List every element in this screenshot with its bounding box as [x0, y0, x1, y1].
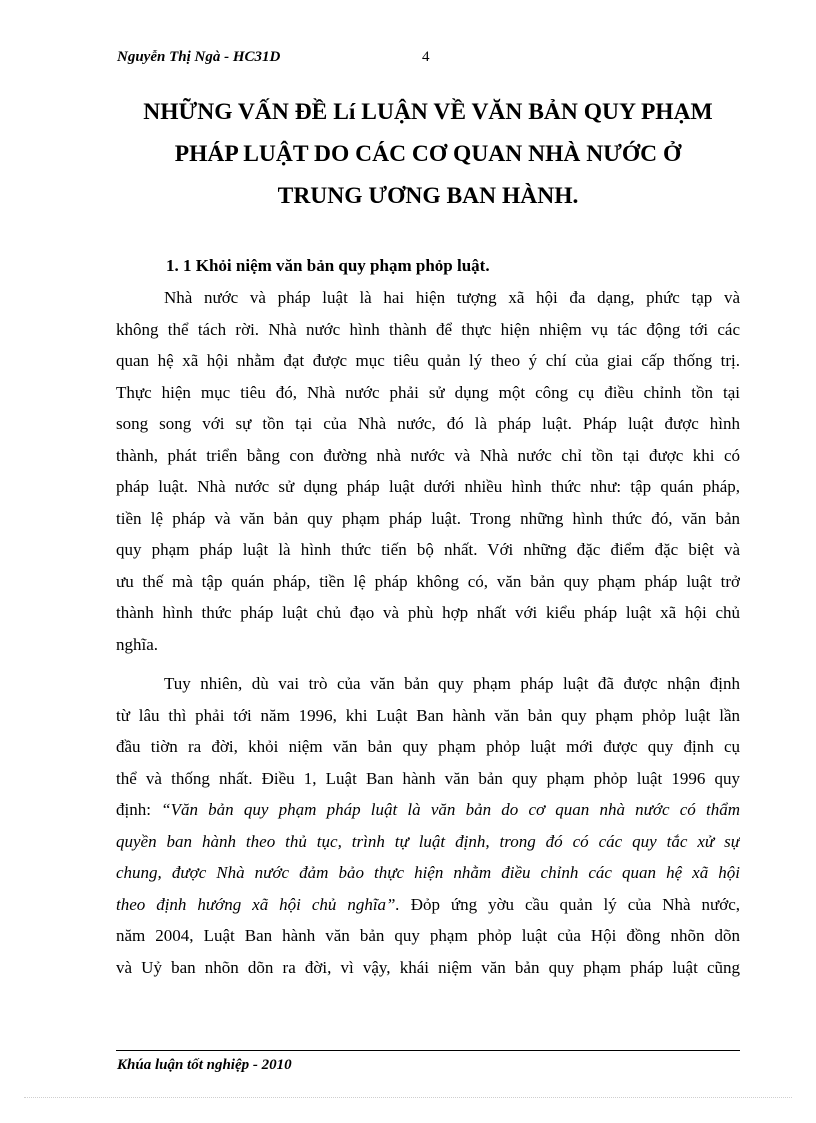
text-line: quy phạm pháp luật là hình thức tiến bộ nhất. Với những đặc điểm đặc biệt và — [116, 540, 740, 559]
text-line: song song với sự tồn tại của Nhà nước, đó là pháp luật. Pháp luật được hình — [116, 414, 740, 433]
quote-text: quyền ban hành theo thủ tục, trình tự luật định, trong đó có các quy tắc xử sự — [116, 831, 740, 851]
text-line — [116, 794, 740, 826]
footer-divider — [116, 1050, 740, 1051]
text-line: thành hình thức pháp luật chủ đạo và phù hợp nhất với kiểu pháp luật xã hội chủ — [116, 603, 740, 622]
text-line: đầu tiờn ra đời, khỏi niệm văn bản quy phạm phỏp luật mới được quy định cụ — [116, 737, 740, 756]
page-number: 4 — [422, 49, 430, 65]
text-line: và Uỷ ban nhõn dõn ra đời, vì vậy, khái niệm văn bản quy phạm pháp luật cũng — [116, 957, 740, 977]
text-fragment: định: — [116, 800, 162, 819]
text-line: nghĩa. — [116, 634, 159, 654]
footer-text: Khúa luận tốt nghiệp - 2010 — [117, 1057, 292, 1073]
header-author: Nguyễn Thị Ngà - HC31D — [117, 49, 281, 65]
quote-text: “Văn bản quy phạm pháp luật là văn bản do cơ quan nhà nước có thẩm — [161, 800, 740, 819]
text-line: năm 2004, Luật Ban hành văn bản quy phạm phỏp luật của Hội đồng nhõn dõn — [116, 926, 740, 945]
text-line: không thể tách rời. Nhà nước hình thành để thực hiện nhiệm vụ tác động tới các — [116, 319, 740, 339]
title-line: TRUNG ƯƠNG BAN HÀNH. — [277, 183, 579, 209]
paragraph-1 — [116, 282, 740, 660]
text-line: Tuy nhiên, dù vai trò của văn bản quy phạm pháp luật đã được nhận định — [164, 674, 740, 693]
text-fragment: Đỏp ứng yờu cầu quản lý của Nhà nước, — [399, 894, 740, 914]
title-line: NHỮNG VẤN ĐỀ Lí LUẬN VỀ VĂN BẢN QUY PHẠM — [143, 99, 713, 125]
title-line: PHÁP LUẬT DO CÁC CƠ QUAN NHÀ NƯỚC Ở — [174, 141, 682, 167]
text-line: Nhà nước và pháp luật là hai hiện tượng xã hội đa dạng, phức tạp và — [164, 288, 740, 307]
text-line: pháp luật. Nhà nước sử dụng pháp luật dưới nhiều hình thức như: tập quán pháp, — [116, 477, 740, 496]
text-line: ưu thế mà tập quán pháp, tiền lệ pháp không có, văn bản quy phạm pháp luật trở — [116, 571, 740, 591]
text-line: thể và thống nhất. Điều 1, Luật Ban hành văn bản quy phạm phỏp luật 1996 quy — [116, 768, 740, 788]
text-line — [116, 889, 740, 921]
text-line: tiền lệ pháp và văn bản quy phạm pháp luật. Trong những hình thức đó, văn bản — [116, 508, 740, 528]
page-edge-dots — [24, 1097, 792, 1098]
text-line: từ lâu thì phải tới năm 1996, khi Luật Ban hành văn bản quy phạm phỏp luật lần — [116, 705, 740, 725]
text-line: thành, phát triển bằng con đường nhà nước và Nhà nước chỉ tồn tại được khi có — [116, 445, 740, 465]
page-title — [100, 91, 756, 217]
text-line: Thực hiện mục tiêu đó, Nhà nước phải sử dụng một công cụ điều chỉnh tồn tại — [116, 382, 740, 402]
quote-text: chung, được Nhà nước đảm bảo thực hiện nhằm điều chỉnh các quan hệ xã hội — [116, 863, 740, 882]
paragraph-2 — [116, 668, 740, 983]
section-heading: 1. 1 Khỏi niệm văn bản quy phạm phỏp luật. — [166, 256, 490, 275]
text-line: quan hệ xã hội nhằm đạt được mục tiêu quản lý theo ý chí của giai cấp thống trị. — [116, 351, 740, 370]
body-text — [116, 282, 740, 983]
quote-text: theo định hướng xã hội chủ nghĩa”. — [116, 894, 400, 914]
